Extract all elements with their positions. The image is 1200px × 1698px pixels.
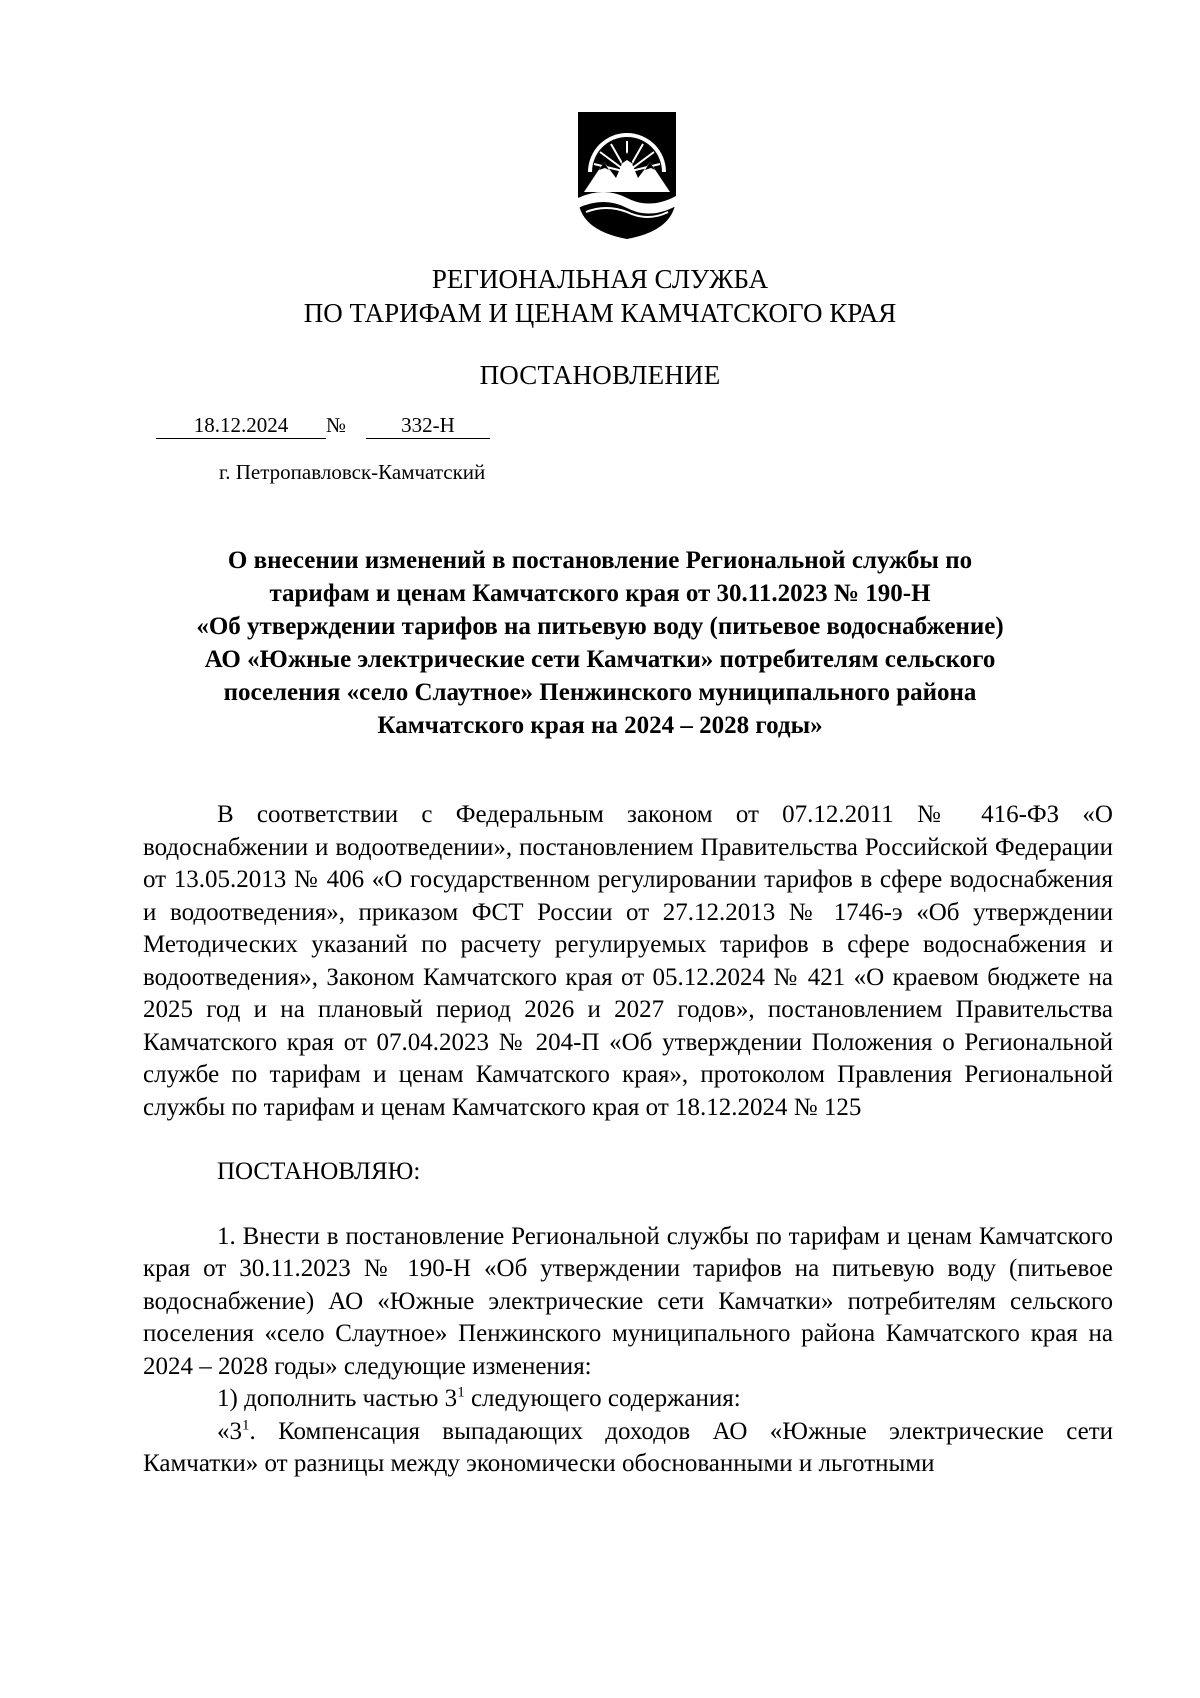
document-city: г. Петропавловск-Камчатский bbox=[219, 460, 486, 484]
subitem-1-paragraph bbox=[143, 1383, 1113, 1416]
kamchatka-coat-of-arms-icon bbox=[574, 108, 680, 242]
issuing-organization bbox=[0, 262, 1200, 330]
document-number: 332-Н bbox=[366, 412, 490, 439]
document-title bbox=[140, 544, 1060, 742]
decree-heading: ПОСТАНОВЛЯЮ: bbox=[217, 1158, 421, 1185]
document-date-number bbox=[156, 412, 490, 439]
subitem-1-text-start: 1) дополнить частью 3 bbox=[217, 1385, 458, 1412]
document-body bbox=[143, 799, 1113, 1481]
title-line-6: Камчатского края на 2024 – 2028 годы» bbox=[377, 712, 823, 739]
title-line-2: тарифам и ценам Камчатского края от 30.11.2023 № 190-Н bbox=[269, 580, 931, 607]
title-line-5: поселения «село Слаутное» Пенжинского муниципального района bbox=[223, 679, 977, 706]
document-type: ПОСТАНОВЛЕНИЕ bbox=[479, 360, 721, 390]
title-line-4: АО «Южные электрические сети Камчатки» потребителям сельского bbox=[204, 646, 996, 673]
org-line-1: РЕГИОНАЛЬНАЯ СЛУЖБА bbox=[431, 264, 769, 294]
number-sign: № bbox=[326, 413, 347, 437]
title-line-3: «Об утверждении тарифов на питьевую воду (питьевое водоснабжение) bbox=[196, 613, 1004, 640]
item-1-paragraph: 1. Внести в постановление Региональной службы по тарифам и ценам Камчатского края от 30.11.2023 № 190-Н «Об утверждении тарифов на питьевую воду (питьевое водоснабжение) АО «Южные электрические сети Камчатки» потребителям сельского поселения «село Слаутное» Пенжинского муниципального района Камчатского края на 2024 – 2028 годы» следующие изменения: bbox=[143, 1222, 1113, 1380]
quoted-part-text: . Компенсация выпадающих доходов АО «Южные электрические сети Камчатки» от разницы между экономически обоснованными и льготными bbox=[143, 1417, 1113, 1477]
title-line-1: О внесении изменений в постановление Региональной службы по bbox=[227, 547, 973, 574]
preamble-paragraph: В соответствии с Федеральным законом от 07.12.2011 № 416-ФЗ «О водоснабжении и водоотведении», постановлением Правительства Российской Федерации от 13.05.2013 № 406 «О государственном регулировании тарифов в сфере водоснабжения и водоотведения», приказом ФСТ России от 27.12.2013 № 1746-э «Об утверждении Методических указаний по расчету регулируемых тарифов в сфере водоснабжения и водоотведения», Законом Камчатского края от 05.12.2024 № 421 «О краевом бюджете на 2025 год и на плановый период 2026 и 2027 годов», постановлением Правительства Камчатского края от 07.04.2023 № 204-П «Об утверждении Положения о Региональной службе по тарифам и ценам Камчатского края», протоколом Правления Региональной службы по тарифам и ценам Камчатского края от 18.12.2024 № 125 bbox=[143, 801, 1113, 1121]
quoted-part-number: «3 bbox=[217, 1417, 242, 1445]
document-date: 18.12.2024 bbox=[156, 412, 326, 439]
quoted-part-paragraph bbox=[143, 1416, 1113, 1481]
subitem-1-text-end: следующего содержания: bbox=[464, 1385, 741, 1412]
quoted-part-superscript: 1 bbox=[242, 1417, 250, 1434]
subitem-1-superscript: 1 bbox=[457, 1384, 465, 1401]
org-line-2: ПО ТАРИФАМ И ЦЕНАМ КАМЧАТСКОГО КРАЯ bbox=[303, 298, 897, 328]
